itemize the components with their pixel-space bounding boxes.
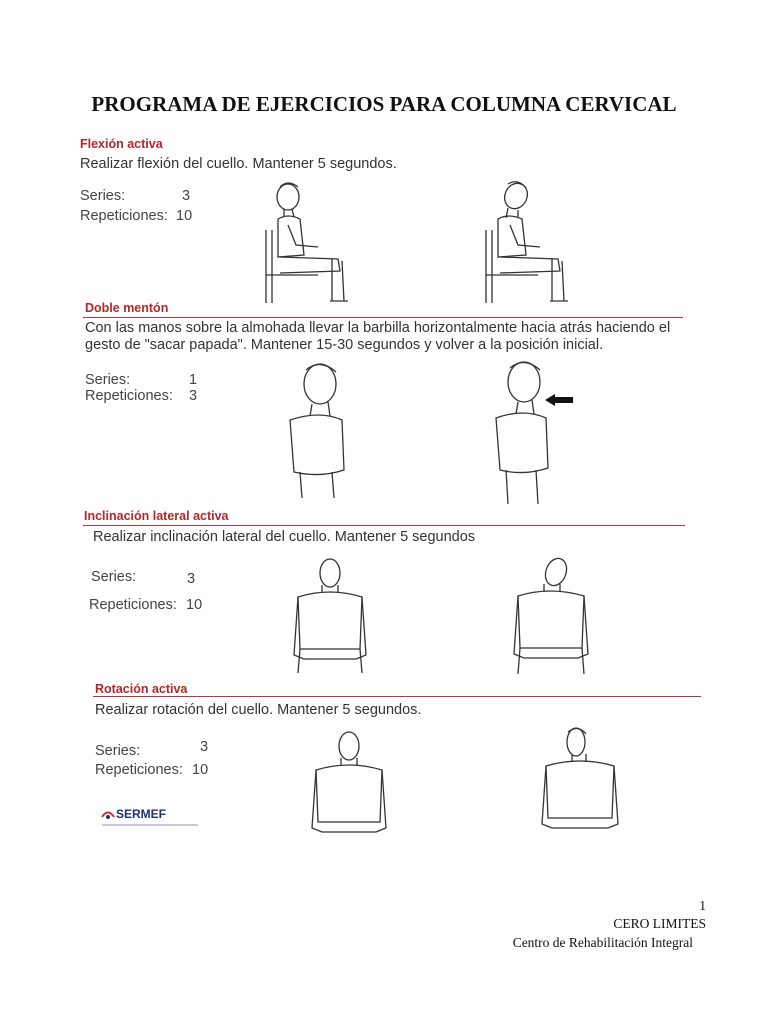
sermef-logo [100,806,210,846]
section-description-rotacion: Realizar rotación del cuello. Mantener 5 segundos. [95,702,422,718]
section-description-doble-menton: Con las manos sobre la almohada llevar la barbilla horizontalmente hacia atrás haciendo el gesto de "sacar papada". Mantener 15-30 segundos y volver a la posición inicial. [85,320,671,353]
series-value-flexion: 3 [182,188,191,204]
reps-label-inclinacion: Repeticiones: [89,597,177,613]
reps-label-flexion: Repeticiones: [80,208,168,224]
reps-value-flexion: 10 [176,208,193,224]
footer-subtitle: Centro de Rehabilitación Integral [512,935,693,950]
sermef-logo-text: SERMEF [116,807,167,821]
logo-underline [102,824,198,826]
section-title-flexion: Flexión activa [80,137,163,151]
section-rule [93,696,701,697]
footer-org: CERO LIMITES [613,916,706,931]
reps-value-inclinacion: 10 [186,597,203,613]
section-description-inclinacion: Realizar inclinación lateral del cuello. Mantener 5 segundos [93,529,476,545]
figure-seated-neutral [258,175,358,305]
series-label-rotacion: Series: [95,743,141,759]
figure-front-rotation [538,722,622,840]
series-label-inclinacion: Series: [91,569,137,585]
figure-profile-neutral [280,360,360,500]
page-title: PROGRAMA DE EJERCICIOS PARA COLUMNA CERVICAL [91,92,677,116]
section-description-flexion: Realizar flexión del cuello. Mantener 5 segundos. [80,156,397,172]
reps-value-doble-menton: 3 [189,388,198,404]
figure-front-neutral-inclinacion [290,555,370,677]
figure-profile-chin-tuck [490,358,580,508]
series-value-rotacion: 3 [200,739,209,755]
section-title-rotacion: Rotación activa [95,682,188,696]
sermef-logo-mark-icon [100,808,116,820]
series-label-flexion: Series: [80,188,126,204]
series-value-inclinacion: 3 [187,571,196,587]
series-label-doble-menton: Series: [85,372,131,388]
reps-label-doble-menton: Repeticiones: [85,388,173,404]
page-number: 1 [699,898,706,913]
arrow-left-icon [545,394,573,406]
reps-value-rotacion: 10 [192,762,209,778]
figure-seated-flexion [478,172,578,305]
reps-label-rotacion: Repeticiones: [95,762,183,778]
series-value-doble-menton: 1 [189,372,198,388]
section-rule [83,525,685,526]
section-title-inclinacion: Inclinación lateral activa [84,509,229,523]
figure-front-lateral-tilt [510,552,592,677]
figure-front-neutral-rotacion [308,728,390,840]
section-title-doble-menton: Doble mentón [85,301,169,315]
section-rule [83,317,683,318]
